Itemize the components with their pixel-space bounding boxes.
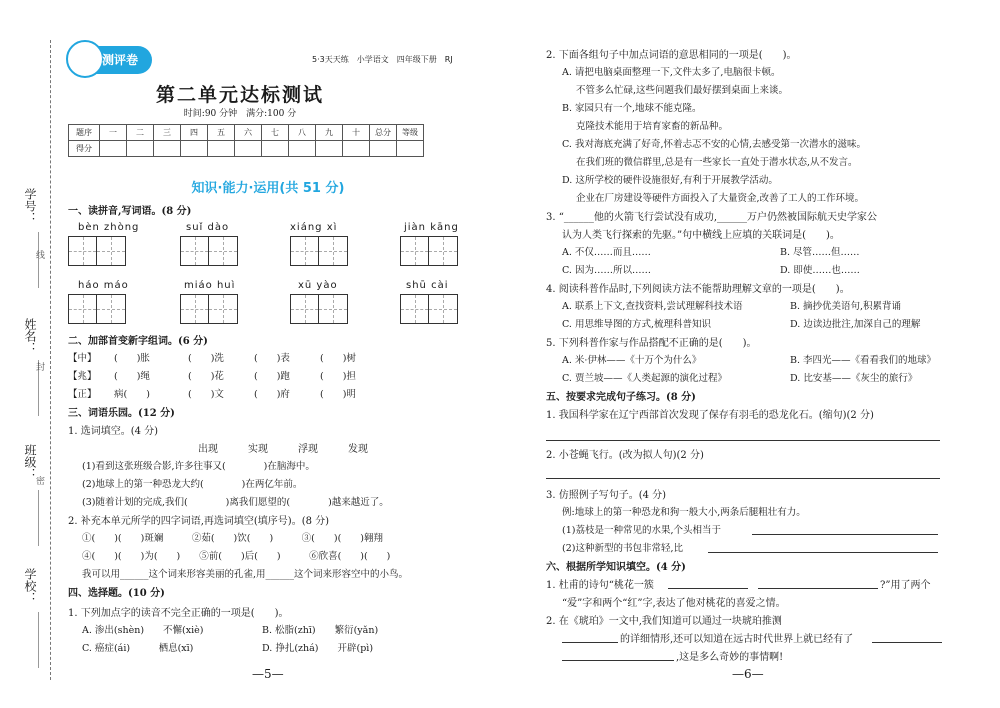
score-cell[interactable]	[100, 141, 127, 157]
score-table-header: 六	[235, 125, 262, 141]
page-number-right: —6—	[732, 667, 764, 681]
q6-item-2-blank-1[interactable]	[562, 642, 618, 643]
q3-sub2: 2. 补充本单元所学的四字词语,再选词填空(填序号)。(8 分)	[68, 516, 330, 527]
r-item-4-option-a[interactable]: A. 联系上下文,查找资料,尝试理解科技术语	[562, 301, 743, 312]
school-blank[interactable]	[38, 612, 39, 668]
q2-row-3-blank[interactable]: ( )明	[320, 389, 356, 400]
score-cell[interactable]	[370, 141, 397, 157]
q4-item-1: 1. 下列加点字的读音不完全正确的一项是( )。	[68, 608, 289, 619]
score-table-header: 九	[316, 125, 343, 141]
r-item-3-line-1[interactable]: 3. “______他的火箭飞行尝试没有成功,______万户仍然被国际航天史学家公	[546, 212, 878, 223]
q5-item-3-b: (2)这种新型的书包非常轻,比	[562, 543, 683, 554]
r-item-5-option-d[interactable]: D. 比安基——《灰尘的旅行》	[790, 373, 918, 384]
q2-row-1-blank[interactable]: ( )树	[320, 353, 356, 364]
score-table-header: 八	[289, 125, 316, 141]
q5-item-3-example: 例:地球上的第一种恐龙和狗一般大小,两条后腿粗壮有力。	[562, 507, 806, 518]
r-item-3-line-2: 认为人类飞行探索的先驱。”句中横线上应填的关联词是( )。	[562, 230, 840, 241]
pinyin-3: xiáng xì	[290, 222, 338, 233]
binding-char-mi: 密	[36, 477, 46, 487]
r-item-4: 4. 阅读科普作品时,下列阅读方法不能帮助理解文章的一项是( )。	[546, 284, 850, 295]
q6-item-2-blank-3[interactable]	[562, 660, 674, 661]
q3-sub1: 1. 选词填空。(4 分)	[68, 426, 159, 437]
q2-row-3-blank[interactable]: ( )府	[254, 389, 290, 400]
r-item-2-d1[interactable]: D. 这所学校的硬件设施很好,有利于开展教学活动。	[562, 175, 778, 186]
q3-heading: 三、词语乐园。(12 分)	[68, 408, 175, 419]
q4-option-d[interactable]: D. 挣扎(zhá) 开辟(pì)	[262, 643, 374, 654]
q2-row-3-blank[interactable]: ( )文	[188, 389, 224, 400]
q3-idioms-row-2[interactable]: ④( )( )为( ) ⑤前( )后( ) ⑥欣喜( )( )	[82, 551, 391, 562]
q2-row-2-blank[interactable]: ( )花	[188, 371, 224, 382]
score-cell[interactable]	[316, 141, 343, 157]
q5-item-2: 2. 小苍蝇飞行。(改为拟人句)(2 分)	[546, 450, 704, 461]
score-cell[interactable]	[127, 141, 154, 157]
page-title: 第二单元达标测试	[155, 84, 324, 106]
q2-row-2-blank[interactable]: ( )担	[320, 371, 356, 382]
q5-item-1: 1. 我国科学家在辽宁西部首次发现了保存有羽毛的恐龙化石。(缩句)(2 分)	[546, 410, 874, 421]
class-blank[interactable]	[38, 490, 39, 546]
q2-row-2-blank[interactable]: ( )绳	[114, 371, 150, 382]
score-table-header: 七	[262, 125, 289, 141]
book-series-info: 5·3天天练 小学语文 四年级下册 RJ	[312, 55, 453, 64]
score-table-header: 等级	[397, 125, 424, 141]
r-item-4-option-b[interactable]: B. 摘抄优美语句,积累背诵	[790, 301, 902, 312]
q5-item-3-a: (1)荔枝是一种常见的水果,个头相当于	[562, 525, 721, 536]
score-row-label: 得分	[69, 141, 100, 157]
r-item-2-a2: 不管多么忙碌,这些问题我们最好摆到桌面上来谈。	[576, 85, 789, 96]
score-cell[interactable]	[289, 141, 316, 157]
r-item-3-option-d[interactable]: D. 即使……也……	[780, 265, 860, 276]
r-item-2-c1[interactable]: C. 我对海底充满了好奇,怀着忐忑不安的心情,去感受第一次潜水的滋味。	[562, 139, 867, 150]
r-item-3-option-b[interactable]: B. 尽管……但……	[780, 247, 860, 258]
writing-grid-6[interactable]	[180, 294, 238, 324]
student-number-label: 学号：	[23, 188, 37, 224]
exam-meta: 时间:90 分钟 满分:100 分	[183, 109, 297, 119]
q6-item-2-blank-2[interactable]	[872, 642, 942, 643]
pinyin-6: miáo huì	[184, 280, 236, 291]
q3-line-3[interactable]: (3)随着计划的完成,我们( )离我们愿望的( )越来越近了。	[82, 497, 389, 508]
score-cell[interactable]	[397, 141, 424, 157]
r-item-2-c2: 在我们班的微信群里,总是有一些家长一直处于潜水状态,从不发言。	[576, 157, 858, 168]
q6-item-1-cont: “爱”字和两个“红”字,表达了他对桃花的喜爱之情。	[562, 598, 786, 609]
section-banner: 知识·能力·运用(共 51 分)	[191, 181, 345, 196]
q2-row-3-blank[interactable]: 病( )	[114, 389, 150, 400]
q5-item-1-answer-line[interactable]	[546, 440, 940, 441]
writing-grid-2[interactable]	[180, 236, 238, 266]
writing-grid-4[interactable]	[400, 236, 458, 266]
q5-item-3: 3. 仿照例子写句子。(4 分)	[546, 490, 667, 501]
writing-grid-8[interactable]	[400, 294, 458, 324]
score-table-header: 题序	[69, 125, 100, 141]
q5-item-3-a-answer-line[interactable]	[752, 534, 938, 535]
class-label: 班级：	[23, 444, 37, 480]
score-cell[interactable]	[262, 141, 289, 157]
score-table-header: 总分	[370, 125, 397, 141]
score-table-header: 二	[127, 125, 154, 141]
q2-row-3-root: 【正】	[68, 389, 97, 400]
school-label: 学校：	[23, 568, 37, 604]
pinyin-7: xū yào	[298, 280, 338, 291]
score-cell[interactable]	[343, 141, 370, 157]
r-item-4-option-d[interactable]: D. 边读边批注,加深自己的理解	[790, 319, 921, 330]
score-table-header: 一	[100, 125, 127, 141]
r-item-5-option-b[interactable]: B. 李四光——《看看我们的地球》	[790, 355, 937, 366]
q2-row-1-blank[interactable]: ( )洗	[188, 353, 224, 364]
q3-line-1[interactable]: (1)看到这张班级合影,许多往事又( )在脑海中。	[82, 461, 315, 472]
q6-item-1-blank-2[interactable]	[758, 588, 878, 589]
score-cell[interactable]	[181, 141, 208, 157]
r-item-2-d2: 企业在厂房建设等硬件方面投入了大量资金,改善了工人的工作环境。	[576, 193, 865, 204]
r-item-3-option-c[interactable]: C. 因为……所以……	[562, 265, 651, 276]
r-item-5: 5. 下列科普作家与作品搭配不正确的是( )。	[546, 338, 757, 349]
pinyin-5: háo máo	[78, 280, 129, 291]
pinyin-8: shū cài	[406, 280, 449, 291]
writing-grid-7[interactable]	[290, 294, 348, 324]
score-cell[interactable]	[235, 141, 262, 157]
r-item-2-b1[interactable]: B. 家园只有一个,地球不能克隆。	[562, 103, 702, 114]
q2-row-1-root: 【中】	[68, 353, 97, 364]
r-item-2-a1[interactable]: A. 请把电脑桌面整理一下,文件太多了,电脑很卡顿。	[562, 67, 781, 78]
r-item-5-option-a[interactable]: A. 米·伊林——《十万个为什么》	[562, 355, 702, 366]
q2-row-2-root: 【兆】	[68, 371, 97, 382]
score-table-header: 四	[181, 125, 208, 141]
r-item-3-option-a[interactable]: A. 不仅……而且……	[562, 247, 651, 258]
pinyin-2: suǐ dào	[186, 222, 230, 233]
q6-item-1-blank-1[interactable]	[668, 588, 748, 589]
q4-option-a[interactable]: A. 渗出(shèn) 不懈(xiè)	[82, 625, 204, 636]
test-paper-badge-label: 测评卷	[102, 53, 139, 67]
q5-item-3-b-answer-line[interactable]	[708, 552, 938, 553]
q2-heading: 二、加部首变新字组词。(6 分)	[68, 336, 208, 347]
score-table	[68, 124, 424, 157]
q6-item-2-end: ,这是多么奇妙的事情啊!	[676, 652, 784, 663]
q3-fill-line[interactable]: 我可以用______这个词来形容美丽的孔雀,用______这个词来形容空中的小鸟。	[82, 569, 409, 580]
pinyin-1: bèn zhòng	[78, 222, 140, 233]
student-name-label: 姓名：	[23, 318, 37, 354]
q5-heading: 五、按要求完成句子练习。(8 分)	[546, 392, 696, 403]
binding-dashed-line	[50, 40, 51, 680]
q6-item-2-start: 2. 在《琥珀》一文中,我们知道可以通过一块琥珀推测	[546, 616, 782, 627]
q6-item-2-mid: 的详细情形,还可以知道在远古时代世界上就已经有了	[620, 634, 854, 645]
pinyin-4: jiàn kāng	[404, 222, 459, 233]
score-table-header: 五	[208, 125, 235, 141]
q5-item-2-answer-line[interactable]	[546, 478, 940, 479]
q1-heading: 一、读拼音,写词语。(8 分)	[68, 206, 192, 217]
mascot-face-icon	[66, 40, 104, 78]
q6-heading: 六、根据所学知识填空。(4 分)	[546, 562, 686, 573]
page-number-left: —5—	[252, 667, 284, 681]
score-cell[interactable]	[208, 141, 235, 157]
score-table-header: 三	[154, 125, 181, 141]
score-table-header: 十	[343, 125, 370, 141]
q3-idioms-row-1[interactable]: ①( )( )斑斓 ②茹( )饮( ) ③( )( )翱翔	[82, 533, 383, 544]
q6-item-1-start: 1. 杜甫的诗句“桃花一簇	[546, 580, 654, 591]
q6-item-1-end: ?”用了两个	[880, 580, 931, 591]
binding-char-feng: 封	[36, 363, 46, 373]
score-cell[interactable]	[154, 141, 181, 157]
r-item-2-b2: 克隆技术能用于培育家畜的新品种。	[576, 121, 729, 132]
q2-row-1-blank[interactable]: ( )表	[254, 353, 290, 364]
q3-word-bank: 出现 实现 浮现 发现	[198, 444, 368, 455]
r-item-2: 2. 下面各组句子中加点词语的意思相同的一项是( )。	[546, 50, 797, 61]
q2-row-1-blank[interactable]: ( )胀	[114, 353, 150, 364]
q4-heading: 四、选择题。(10 分)	[68, 588, 165, 599]
writing-grid-1[interactable]	[68, 236, 126, 266]
q4-option-b[interactable]: B. 松脂(zhī) 繁衍(yǎn)	[262, 625, 379, 636]
writing-grid-3[interactable]	[290, 236, 348, 266]
writing-grid-5[interactable]	[68, 294, 126, 324]
r-item-5-option-c[interactable]: C. 贾兰坡——《人类起源的演化过程》	[562, 373, 727, 384]
q3-line-2[interactable]: (2)地球上的第一种恐龙大约( )在两亿年前。	[82, 479, 303, 490]
r-item-4-option-c[interactable]: C. 用思维导图的方式,梳理科普知识	[562, 319, 711, 330]
q2-row-2-blank[interactable]: ( )跑	[254, 371, 290, 382]
q4-option-c[interactable]: C. 癌症(ái) 栖息(xī)	[82, 643, 194, 654]
binding-char-xian: 线	[36, 251, 46, 261]
